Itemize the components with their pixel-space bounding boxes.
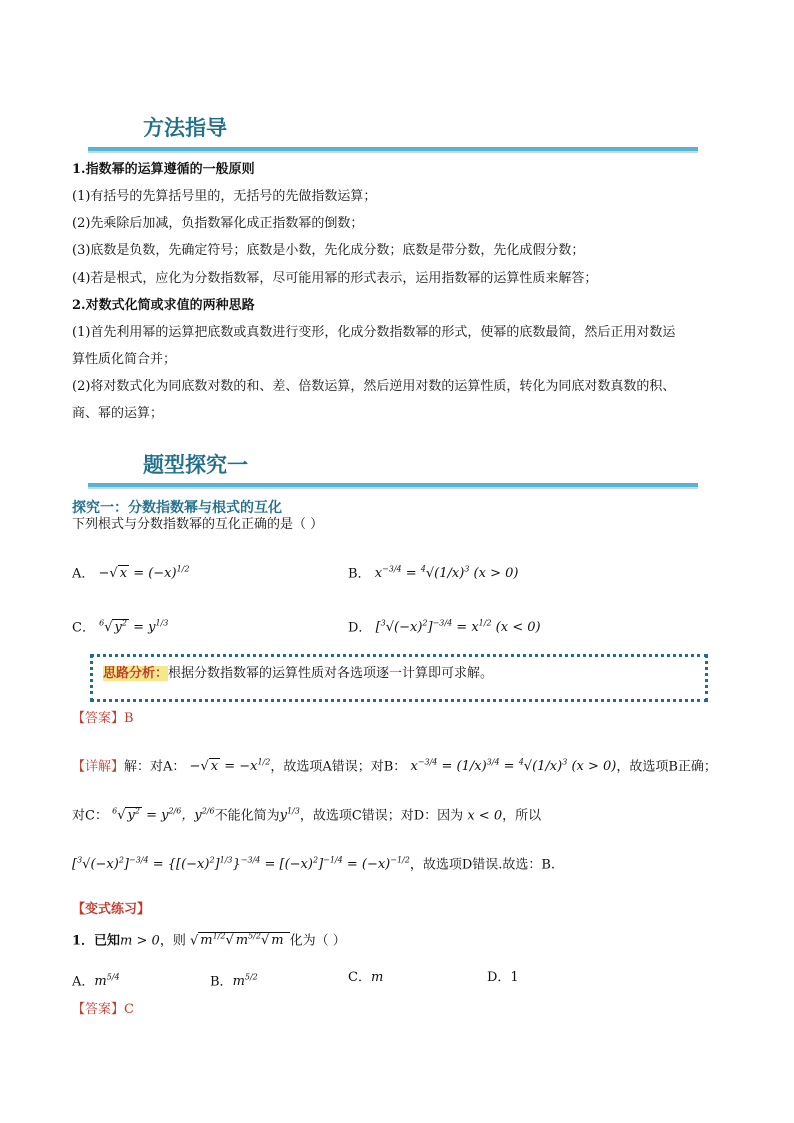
v1-mid: ，则 [159,933,186,949]
option-c-label: C． [72,620,95,636]
v-option-a-label: A． [72,974,95,990]
option-d [348,615,541,637]
answer-label: 【答案】 [72,711,125,726]
v-answer-label: 【答案】 [72,1002,125,1017]
section-title-explore: 题型探究一 [143,453,248,477]
principle-2: (2)先乘除后加减，负指数幂化成正指数幂的倒数； [72,216,364,231]
detail-c-formula: $^6$√ $y^2 = y^{2/6}$，$y^{2/6}$ [112,807,215,824]
option-b [348,561,518,583]
detail-l2-c: ，故选项C错误；对D：因为 [299,808,464,824]
explore-subtitle: 探究一：分数指数幂与根式的互化 [72,500,282,516]
option-a-label: A． [72,566,95,582]
option-a [72,561,189,583]
hint-box [90,654,708,702]
hint-text: 根据分数指数幂的运算性质对各选项逐一计算即可求解。 [168,666,494,681]
section-title-method: 方法指导 [143,116,227,140]
option-d-formula: $[^3√(-x)^2]^{-3/4} = x^{1/2}$ (x < 0) [375,619,541,636]
v-option-c-formula: m [370,970,384,985]
variant-option-a [72,969,120,991]
v-option-a-formula: $m^{5/4}$ [94,973,120,990]
option-c [72,615,168,637]
section-rule [88,147,698,153]
v1-prefix: 1．已知 [72,933,121,949]
v1-suffix: 化为（ ） [289,933,346,949]
detail-l1-a: 解：对A： [124,759,186,775]
question-text: 下列根式与分数指数幂的互化正确的是（ ） [72,517,324,532]
option-d-label: D． [348,620,372,636]
detail-d-condition: x < 0 [467,808,503,824]
answer-line [72,710,134,728]
detail-l2-d: ，所以 [502,808,542,824]
detail-l1-c: ，故选项B正确； [616,759,717,775]
principle-4: (4)若是根式，应化为分数指数幂，尽可能用幂的形式表示，运用指数幂的运算性质来解答； [72,271,598,286]
detail-l2-b: 不能化简为 [214,808,280,824]
heading-principles: 1.指数幂的运算遵循的一般原则 [72,162,255,177]
detail-line-2 [72,803,541,825]
detail-d-formula: $[^3√(-x)^2]^{-3/4} = \{[(-x)^2]^{1/3}\}^{-3/4} = [(-x)^2]^{-1/4} = (-x)^{-1/2}$ [72,856,410,873]
principle-1: (1)有括号的先算括号里的，无括号的先做指数运算； [72,189,377,204]
option-b-formula: $x^{-3/4} = ^4√(1/x)^3$ (x > 0) [374,565,519,582]
approach-1-line1: (1)首先利用幂的运算把底数或真数进行变形，化成分数指数幂的形式，使幂的底数最简，然后正用对数运 [72,325,676,340]
variant-label: 【变式练习】 [72,902,151,917]
hint-label: 思路分析： [103,666,169,681]
detail-b-formula: $x^{-3/4} = (1/x)^{3/4} = ^4√(1/x)^3$ (x > 0) [410,758,617,775]
principle-3: (3)底数是负数，先确定符号；底数是小数，先化成分数；底数是带分数，先化成假分数； [72,243,585,258]
variant-answer [72,1001,134,1019]
v1-expression: √ $m^{1/2}√$ $m^{5/2}√$ m [190,932,290,948]
variant-option-b [210,969,258,991]
variant-option-c [348,969,383,987]
detail-c-formula-2: $y^{1/3}$ [279,807,300,824]
detail-l3-end: ，故选项D错误.故选：B. [409,857,556,873]
v-answer-value: C [124,1002,134,1017]
option-c-formula: $^6$√ $y^2 = y^{1/3}$ [99,619,169,636]
detail-label: 【详解】 [72,759,125,775]
v-option-b-formula: $m^{5/2}$ [232,973,258,990]
detail-l2-a: 对C： [72,808,108,824]
approach-2-line1: (2)将对数式化为同底数对数的和、差、倍数运算，然后逆用对数的运算性质，转化为同底对数真数的积、 [72,379,676,394]
answer-value: B [124,711,134,726]
detail-a-formula: −√ $x = -x^{1/2}$ [189,758,271,775]
v-option-b-label: B． [210,974,233,990]
section-rule-2 [88,483,698,489]
detail-line-3 [72,852,555,874]
approach-1-line2: 算性质化简合并； [72,352,177,367]
variant-question [72,928,346,950]
heading-log-approaches: 2.对数式化简或求值的两种思路 [72,298,255,313]
detail-l1-b: ，故选项A错误；对B： [270,759,407,775]
approach-2-line2: 商、幂的运算； [72,406,164,421]
v1-condition: m > 0 [120,933,160,949]
option-b-label: B． [348,566,371,582]
variant-option-d: D．1 [487,970,519,985]
detail-line-1 [72,754,717,776]
option-a-formula: −√ $x = (-x)^{1/2}$ [98,565,190,582]
v-option-c-label: C． [348,970,371,985]
